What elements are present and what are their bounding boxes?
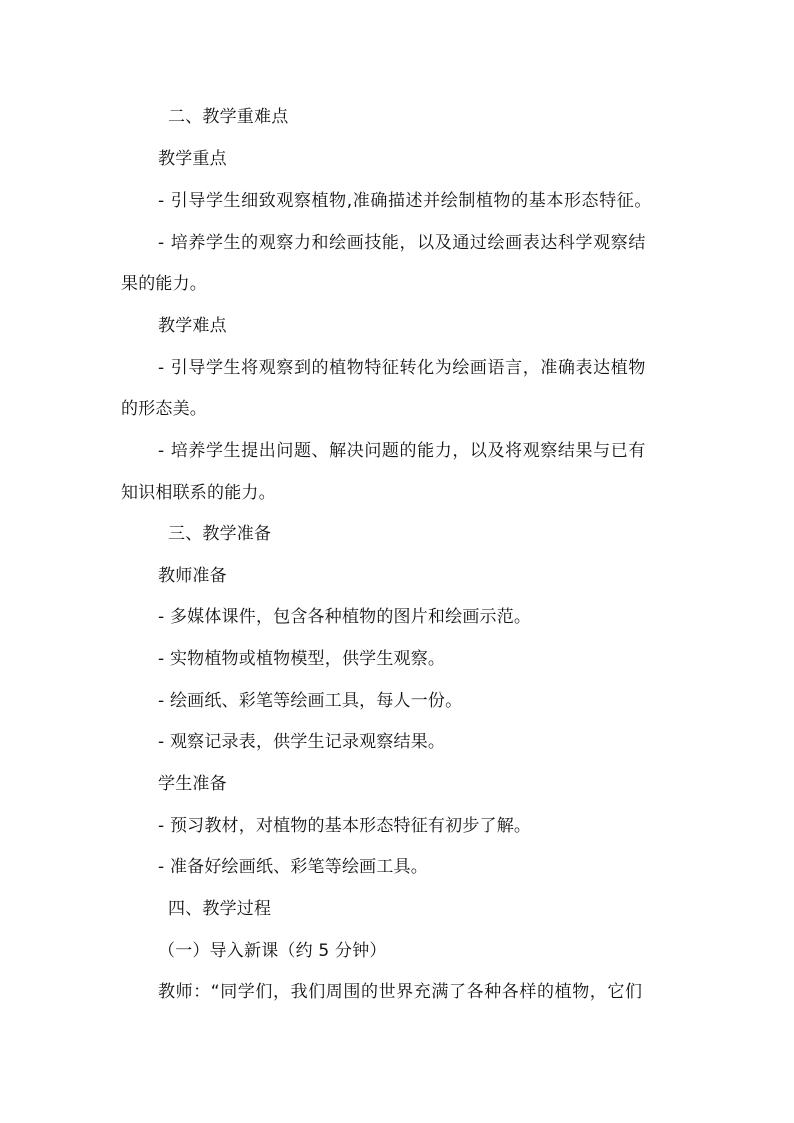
paragraph-teacher-speech: 教师：“同学们，我们周围的世界充满了各种各样的植物，它们 [158,982,643,1002]
subheading-teaching-focus: 教学重点 [158,149,227,169]
list-item-teacher-4: - 观察记录表，供学生记录观察结果。 [158,732,446,752]
list-item-difficulty-1: - 引导学生将观察到的植物特征转化为绘画语言，准确表达植物 [158,358,646,378]
list-item-difficulty-2: - 培养学生提出问题、解决问题的能力，以及将观察结果与已有 [158,441,646,461]
list-item-difficulty-1-continued: 的形态美。 [121,399,207,419]
section-heading-process: 四、教学过程 [168,899,272,919]
subheading-teacher-preparation: 教师准备 [158,566,227,586]
list-item-difficulty-2-continued: 知识相联系的能力。 [121,483,276,503]
section-heading-preparation: 三、教学准备 [168,524,272,544]
section-heading-key-points: 二、教学重难点 [168,107,289,127]
list-item-focus-1: - 引导学生细致观察植物,准确描述并绘制植物的基本形态特征。 [158,191,652,211]
subheading-introduction: （一）导入新课（约 5 分钟） [158,941,387,961]
subheading-teaching-difficulty: 教学难点 [158,316,227,336]
list-item-teacher-3: - 绘画纸、彩笔等绘画工具，每人一份。 [158,691,463,711]
list-item-student-1: - 预习教材，对植物的基本形态特征有初步了解。 [158,816,532,836]
list-item-focus-2: - 培养学生的观察力和绘画技能，以及通过绘画表达科学观察结 [158,233,646,253]
list-item-teacher-2: - 实物植物或植物模型，供学生观察。 [158,649,446,669]
list-item-student-2: - 准备好绘画纸、彩笔等绘画工具。 [158,857,428,877]
subheading-student-preparation: 学生准备 [158,774,227,794]
list-item-focus-2-continued: 果的能力。 [121,274,207,294]
list-item-teacher-1: - 多媒体课件，包含各种植物的图片和绘画示范。 [158,607,532,627]
